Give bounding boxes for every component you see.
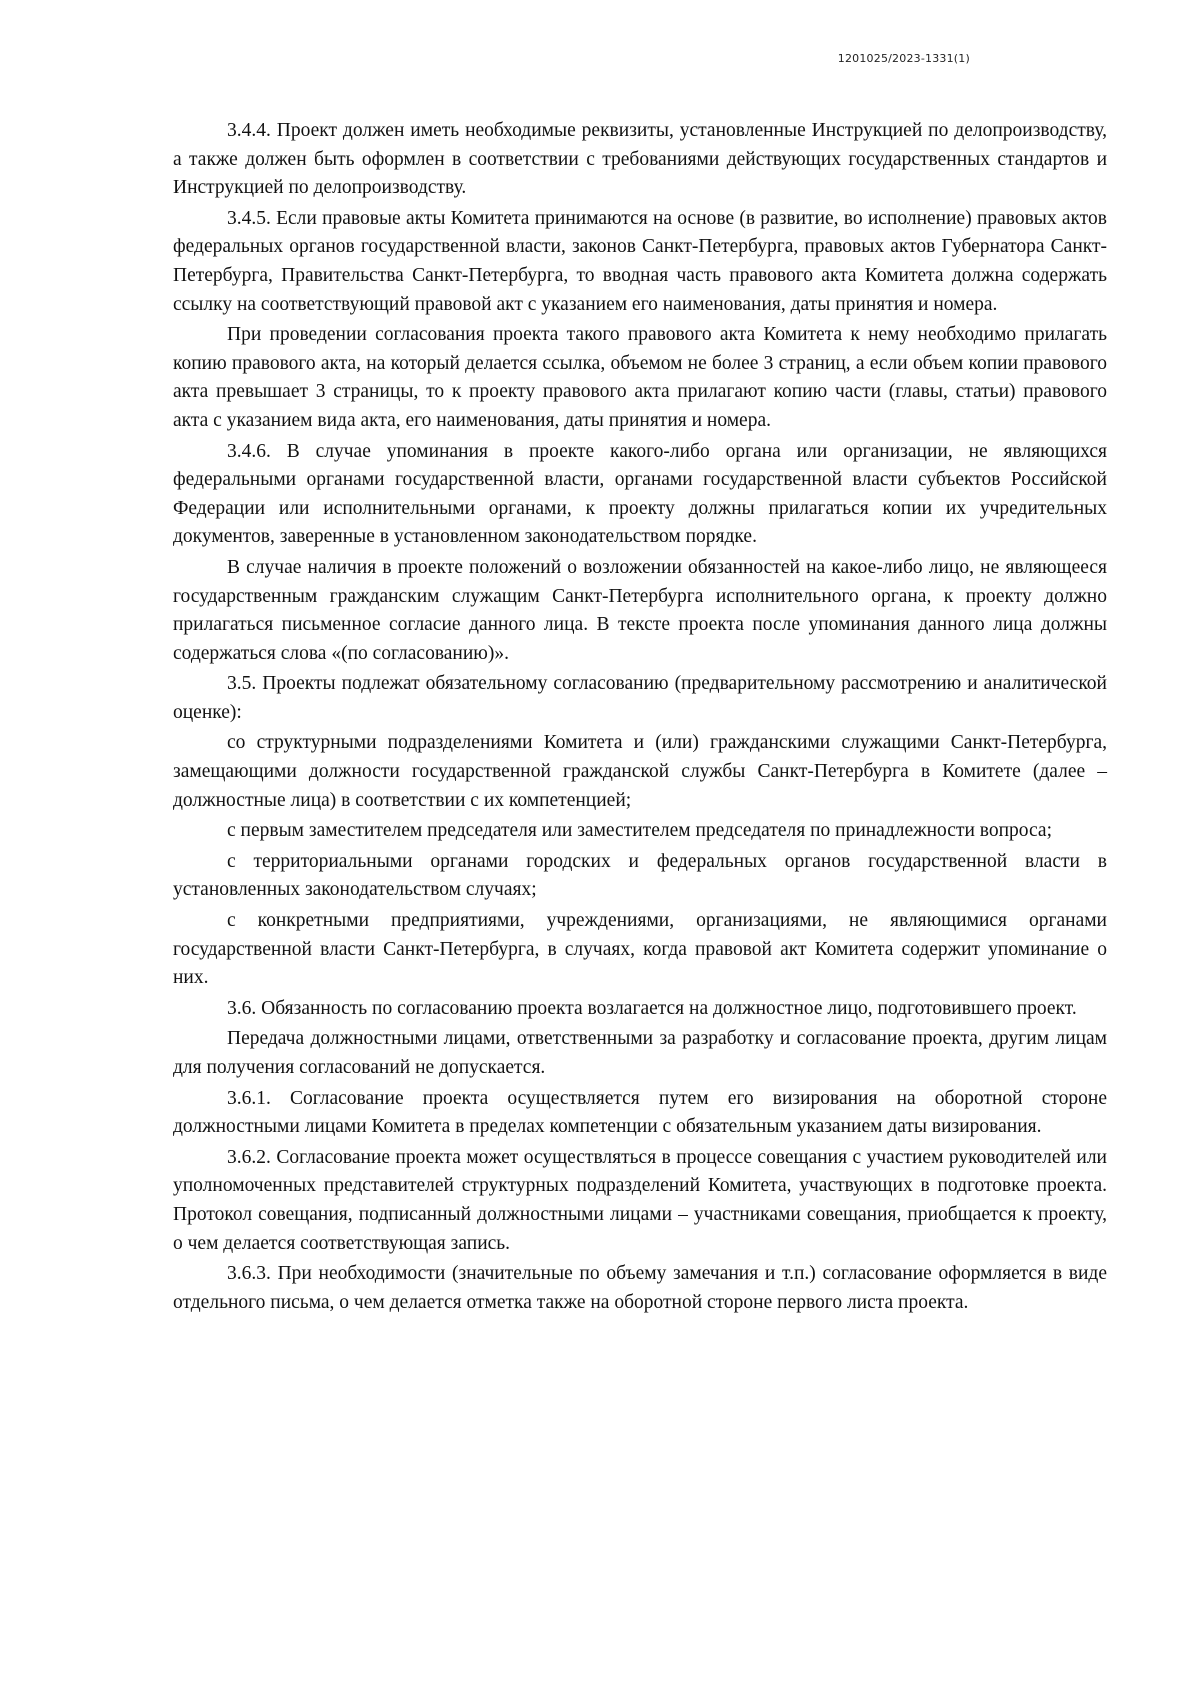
list-item-specific-organizations: с конкретными предприятиями, учреждениями, организациями, не являющимися органами государственной власти Санкт-Петербурга, в случаях, когда правовой акт Комитета содержит упоминание о них. xyxy=(173,910,1107,989)
paragraph-3-4-6: 3.4.6. В случае упоминания в проекте какого-либо органа или организации, не являющихся федеральными органами государственной власти, органами государственной власти субъектов Российской Федерации или исполнительными органами, к проекту должны прилагаться копии их учредительных документов, заверенные в установленном законодательством порядке. xyxy=(173,440,1107,548)
list-item-territorial-bodies: с территориальными органами городских и федеральных органов государственной власти в установленных законодательством случаях; xyxy=(173,850,1107,901)
paragraph-3-6-3: 3.6.3. При необходимости (значительные по объему замечания и т.п.) согласование оформляется в виде отдельного письма, о чем делается отметка также на оборотной стороне первого листа проекта. xyxy=(173,1263,1107,1313)
list-item-structural-divisions: со структурными подразделениями Комитета и (или) гражданскими служащими Санкт-Петербурга, замещающими должности государственной гражданской службы Санкт-Петербурга в Комитете (далее – должностные лица) в соответствии с их компетенцией; xyxy=(173,732,1107,811)
list-item-deputy-chairman: с первым заместителем председателя или заместителем председателя по принадлежности вопроса; xyxy=(227,820,1052,842)
paragraph-3-5: 3.5. Проекты подлежат обязательному согласованию (предварительному рассмотрению и аналитической оценке): xyxy=(173,673,1107,723)
paragraph-3-4-5-approval-copy: При проведении согласования проекта такого правового акта Комитета к нему необходимо прилагать копию правового акта, на который делается ссылка, объемом не более 3 страниц, а если объем копии правового акта превышает 3 страницы, то к проекту правового акта прилагают копию части (главы, статьи) правового акта с указанием вида акта, его наименования, даты принятия и номера. xyxy=(173,324,1107,431)
paragraph-3-6: 3.6. Обязанность по согласованию проекта возлагается на должностное лицо, подготовившего проект. xyxy=(227,997,1077,1019)
paragraph-3-4-5: 3.4.5. Если правовые акты Комитета принимаются на основе (в развитие, во исполнение) правовых актов федеральных органов государственной власти, законов Санкт-Петербурга, правовых актов Губернатора Санкт-Петербурга, Правительства Санкт-Петербурга, то вводная часть правового акта Комитета должна содержать ссылку на соответствующий правовой акт с указанием его наименования, даты принятия и номера. xyxy=(173,207,1107,315)
paragraph-3-6-2: 3.6.2. Согласование проекта может осуществляться в процессе совещания с участием руководителей или уполномоченных представителей структурных подразделений Комитета, участвующих в подготовке проекта. Протокол совещания, подписанный должностными лицами – участниками совещания, приобщается к проекту, о чем делается соответствующая запись. xyxy=(173,1146,1107,1254)
paragraph-3-6-1: 3.6.1. Согласование проекта осуществляется путем его визирования на оборотной стороне должностными лицами Комитета в пределах компетенции с обязательным указанием даты визирования. xyxy=(173,1087,1107,1138)
paragraph-3-4-4: 3.4.4. Проект должен иметь необходимые реквизиты, установленные Инструкцией по делопроизводству, а также должен быть оформлен в соответствии с требованиями действующих государственных стандартов и Инструкцией по делопроизводству. xyxy=(173,120,1107,199)
document-registration-number: 1201025/2023-1331(1) xyxy=(837,52,970,65)
paragraph-3-6-transfer: Передача должностными лицами, ответственными за разработку и согласование проекта, другим лицам для получения согласований не допускается. xyxy=(173,1028,1107,1078)
paragraph-3-4-6-written-consent: В случае наличия в проекте положений о возложении обязанностей на какое-либо лицо, не являющееся государственным гражданским служащим Санкт-Петербурга исполнительного органа, к проекту должно прилагаться письменное согласие данного лица. В тексте проекта после упоминания данного лица должны содержаться слова «(по согласованию)». xyxy=(173,556,1107,664)
document-body xyxy=(173,117,1107,1317)
